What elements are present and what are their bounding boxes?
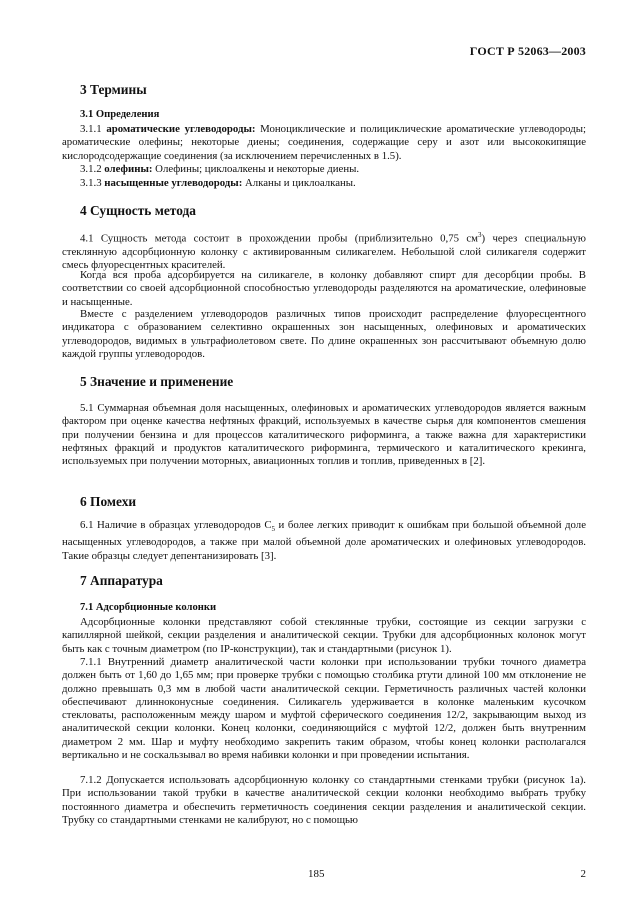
paragraph-7-1-2: 7.1.2 Допускается использовать адсорбционную колонку со стандартными стенками трубки (рисунок 1а). При использовании такой трубки в качестве аналитической секции колонки необходимо выбрать трубку постоянного диаметра и обеспечить герметичность соединения секции разделения и аналитической секции. Трубку со стандартными стенками не калибруют, но с помощью xyxy=(62,774,586,826)
section-6-title: 6 Помехи xyxy=(80,494,137,509)
definition: Моноциклические и полициклические ароматические углеводороды; ароматические олефины; некоторые диены; соединения, содержащие серу и азот или высококипящие кислородсодержащие соединения (за исключением перечисленных в 1.5). xyxy=(62,123,586,162)
subscript: 5 xyxy=(271,525,276,534)
paragraph-3-1-3 xyxy=(62,177,586,190)
paragraph-7-1-1: 7.1.1 Внутренний диаметр аналитической части колонки при использовании трубки точного диаметра должен быть от 1,60 до 1,65 мм; при проверке трубки с помощью столбика ртути длиной 100 мм отклонение не должно превышать 0,3 мм в любой части аналитической секции. Герметичность различных частей колонки обеспечивают длинноконусные соединения. Силикагель удерживается в колонке маленьким кусочком стекловаты, расположенным между шаром и муфтой сферического соединения 12/2, закрывающим выход из аналитической секции колонки. Конец колонки, соединяющийся с муфтой 12/2, должен быть внутренним диаметром 2 мм. Шар и муфту необходимо закрепить таким образом, чтобы конец колонки располагался вертикально и не соскальзывал во время набивки колонки и при проведении испытания. xyxy=(62,656,586,762)
subsection-7-1-title: 7.1 Адсорбционные колонки xyxy=(80,602,217,613)
section-3-title: 3 Термины xyxy=(80,82,147,97)
clause-number: 3.1.1 xyxy=(80,123,102,135)
term: насыщенные углеводороды: xyxy=(104,177,243,189)
paragraph-6-1 xyxy=(62,519,586,563)
clause-number: 3.1.2 xyxy=(80,163,102,175)
text: 4.1 Сущность метода состоит в прохождении пробы (приблизительно 0,75 см xyxy=(80,232,478,245)
paragraph-7-1: Адсорбционные колонки представляют собой стеклянные трубки, состоящие из секции загрузки с капиллярной шейкой, секции разделения и аналитической секции. Трубки для адсорбционных колонок могут быть как с точным диаметром (по IP-конструкции), так и стандартными (рисунок 1). xyxy=(62,616,586,655)
paragraph-4-3: Вместе с разделением углеводородов различных типов происходит распределение флуоресцентного индикатора с образованием селективно окрашенных зон насыщенных, олефиновых и ароматических углеводородов, видимых в ультрафиолетовом свете. По длине окрашенных зон рассчитывают объемную долю каждой группы углеводородов. xyxy=(62,308,586,360)
term: ароматические углеводороды: xyxy=(106,123,256,135)
section-4-title: 4 Сущность метода xyxy=(80,203,196,218)
superscript: 3 xyxy=(478,231,482,239)
section-5-title: 5 Значение и применение xyxy=(80,374,234,389)
page-number-center: 185 xyxy=(308,868,325,880)
text: и более легких приводит к ошибкам при большой объемной доле насыщенных углеводородов, а также при малой объемной доле ароматических и олефиновых углеводородов. Такие образцы следует депентанизировать [3]. xyxy=(62,519,586,562)
subsection-3-1-title: 3.1 Определения xyxy=(80,109,160,120)
paragraph-4-1 xyxy=(62,229,586,272)
text: ) через специальную стеклянную адсорбционную колонку с активированным силикагелем. Небольшой слой силикагеля содержит смесь флуоресцентных красителей. xyxy=(62,232,586,272)
definition: Олефины; циклоалкены и некоторые диены. xyxy=(152,163,360,175)
definition: Алканы и циклоалканы. xyxy=(242,177,356,189)
paragraph-3-1-2 xyxy=(62,163,586,176)
paragraph-3-1-1 xyxy=(62,123,586,163)
page-number-right: 2 xyxy=(580,868,586,880)
clause-number: 3.1.3 xyxy=(80,177,102,189)
paragraph-4-2: Когда вся проба адсорбируется на силикагеле, в колонку добавляют спирт для десорбции пробы. В соответствии со своей адсорбционной способностью углеводороды разделяются на ароматические, олефиновые и насыщенные. xyxy=(62,269,586,308)
paragraph-5-1: 5.1 Суммарная объемная доля насыщенных, олефиновых и ароматических углеводородов является важным фактором при оценке качества нефтяных фракций, используемых в качестве сырья для компонентов смешения при получении бензина и для процессов каталитического риформинга, а также важна для характеристики нефтяных фракций и продуктов каталитического риформинга, термического и каталитического крекинга, используемых при получении моторных, авиационных топлив и топлив, приведенных в [2]. xyxy=(62,402,586,468)
text: 6.1 Наличие в образцах углеводородов С xyxy=(80,519,272,531)
section-7-title: 7 Аппаратура xyxy=(80,573,163,588)
document-code-header: ГОСТ Р 52063—2003 xyxy=(469,44,586,58)
term: олефины: xyxy=(104,163,153,175)
